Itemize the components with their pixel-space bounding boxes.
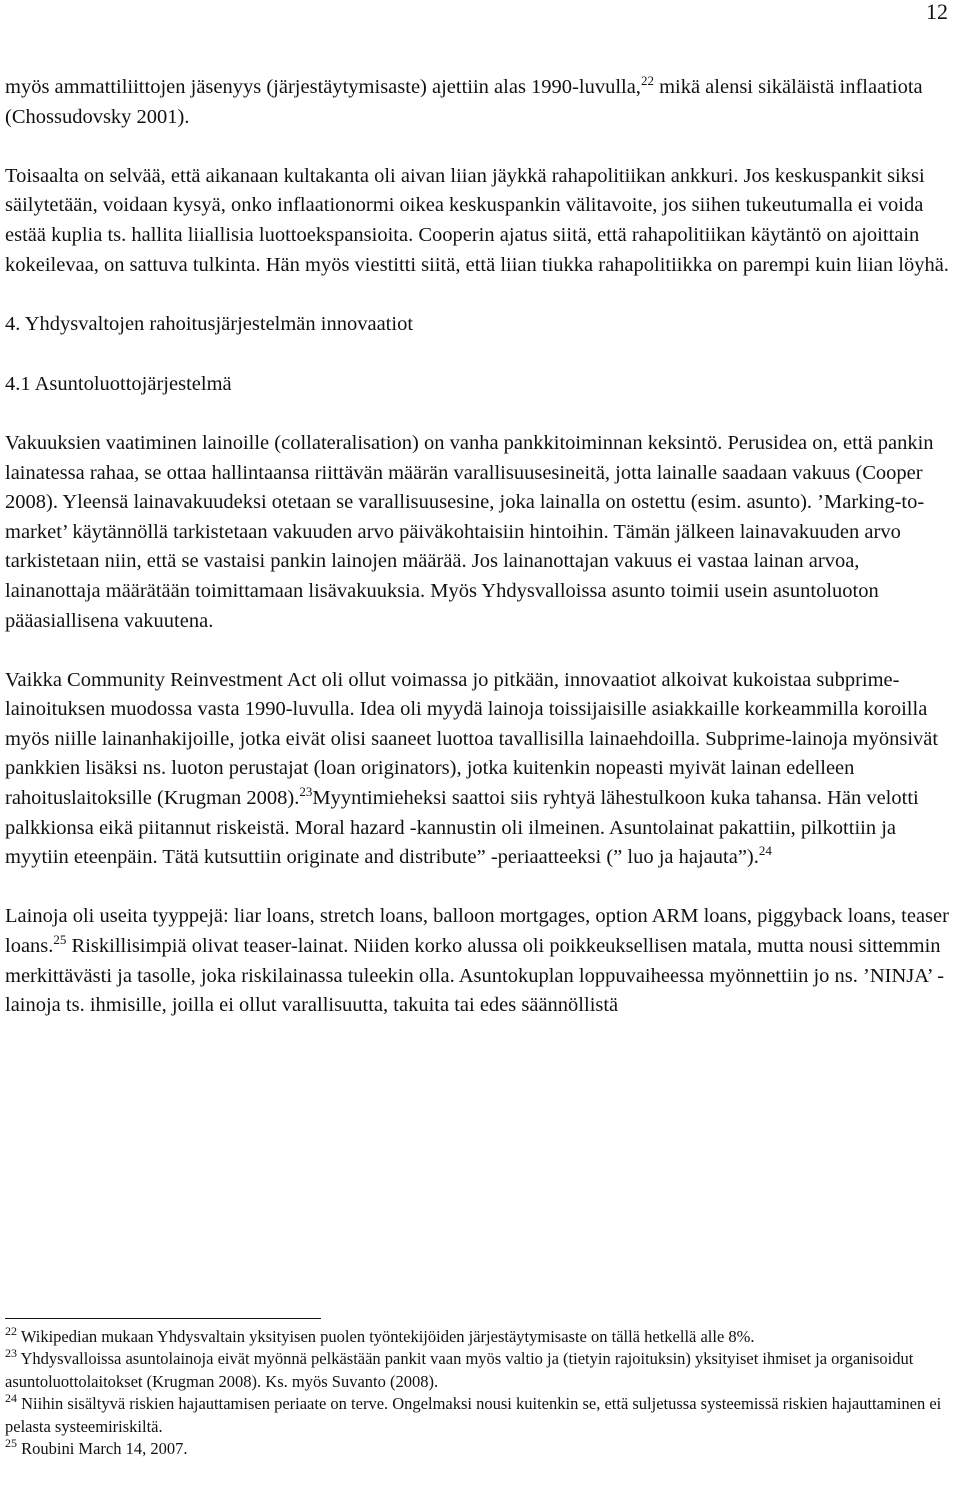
footnotes [5, 1326, 950, 1460]
footnote-text: Niihin sisältyvä riskien hajauttamisen periaate on terve. Ongelmaksi nousi kuitenkin se, että suljetussa systeemissä riskien hajauttaminen ei pelasta systeemiriskiltä. [5, 1394, 942, 1436]
footnote-ref-23[interactable]: 23 [299, 784, 313, 800]
footnote-ref-22[interactable]: 22 [640, 73, 654, 88]
subsection-heading: 4.1 Asuntoluottojärjestelmä [5, 372, 232, 395]
section-heading: 4. Yhdysvaltojen rahoitusjärjestelmän innovaatiot [5, 313, 414, 336]
footnote-ref-24[interactable]: 24 [758, 843, 772, 859]
paragraph-3 [5, 429, 955, 636]
paragraph-1-text-a: myös ammattiliittojen jäsenyys (järjestäytymisaste) ajettiin alas 1990-luvulla, [5, 76, 641, 98]
body-text [5, 73, 955, 1021]
footnote-item [5, 1438, 950, 1460]
page-number: 12 [926, 0, 948, 24]
footnote-number: 25 [5, 1436, 17, 1451]
footnote-text: Wikipedian mukaan Yhdysvaltain yksityisen puolen työntekijöiden järjestäytymisaste on tällä hetkellä alle 8%. [17, 1327, 755, 1346]
paragraph-3-text: Vakuuksien vaatiminen lainoille (collateralisation) on vanha pankkitoiminnan keksintö. Perusidea on, että pankin lainatessa rahaa, se ottaa hallintaansa riittävän määrän varallisuusesineitä, jotta lainalle saadaan vakuus (Cooper 2008). Yleensä lainavakuudeksi otetaan se varallisuusesine, joka lainalla on ostettu (esim. asunto). ’Marking-to-market’ käytännöllä tarkistetaan vakuuden arvo päiväkohtaisiin hintoihin. Tämän jälkeen lainavakuuden arvo tarkistetaan niin, että se vastaisi pankin lainojen määrää. Jos lainanottajan vakuus ei vastaa lainan arvoa, lainanottaja määrätään toimittamaan lisävakuuksia. Myös Yhdysvalloissa asunto toimii usein asuntoluoton pääasiallisena vakuutena. [5, 431, 934, 632]
paragraph-4-text-b: Myyntimieheksi saattoi siis ryhtyä lähestulkoon kuka tahansa. Hän velotti palkkionsa eikä piitannut riskeistä. Moral hazard -kannustin oli ilmeinen. Asuntolainat pakattiin, pilkottiin ja myytiin eteenpäin. Tätä kutsuttiin originate and distribute” -periaatteeksi (” luo ja hajauta”). [5, 787, 919, 869]
footnote-separator [5, 1318, 321, 1319]
footnote-item [5, 1348, 950, 1393]
paragraph-5-text-a: Lainoja oli useita tyyppejä: liar loans, stretch loans, balloon mortgages, option ARM loans, piggyback loans, teaser loans. [5, 905, 949, 958]
footnote-text: Roubini March 14, 2007. [17, 1439, 188, 1459]
paragraph-1 [5, 73, 955, 132]
paragraph-1-text-b: mikä alensi sikäläistä inflaatiota (Chossudovsky 2001). [5, 76, 923, 128]
paragraph-4 [5, 666, 955, 873]
footnote-number: 24 [5, 1391, 17, 1406]
paragraph-2: Toisaalta on selvää, että aikanaan kultakanta oli aivan liian jäykkä rahapolitiikan ankkuri. Jos keskuspankit siksi säilytetään, voidaan kysyä, onko inflaationormi oikea keskuspankin välitavoite, jos siihen tukeutumalla ei voida estää kuplia ts. hallita liiallisia luottoekspansioita. Cooperin ajatus siitä, että rahapolitiikan käytäntö on ajoittain kokeilevaa, on sattuva tulkinta. Hän myös viestitti siitä, että liian tiukka rahapolitiikka on parempi kuin liian löyhä. [5, 164, 949, 276]
footnote-text: Yhdysvalloissa asuntolainoja eivät myönnä pelkästään pankit vaan myös valtio ja (tietyin rajoituksin) yksityiset ihmiset ja organisoidut asuntoluottolaitokset (Krugman 2008). Ks. myös Suvanto (2008). [5, 1349, 914, 1391]
footnote-number: 23 [5, 1346, 17, 1361]
paragraph-5 [5, 902, 955, 1020]
paragraph-4-text-a: Vaikka Community Reinvestment Act oli ollut voimassa jo pitkään, innovaatiot alkoivat kukoistaa subprime-lainoituksen muodossa vasta 1990-luvulla. Idea oli myydä lainoja toissijaisille asiakkaille korkeammilla koroilla myös niille lainanhakijoille, jotka eivät olisi saaneet luottoa tavallisilla lainaehdoilla. Subprime-lainoja myönsivät pankkien lisäksi ns. luoton perustajat (loan originators), jotka kuitenkin nopeasti myivät lainan edelleen rahoituslaitoksille (Krugman 2008). [5, 668, 939, 810]
footnote-number: 22 [5, 1324, 17, 1338]
footnote-item [5, 1326, 950, 1348]
paragraph-5-text-b: Riskillisimpiä olivat teaser-lainat. Niiden korko alussa oli poikkeuksellisen matala, mutta nousi sittemmin merkittävästi ja tasolle, joka riskilainassa tuleekin olla. Asuntokuplan loppuvaiheessa myönnettiin jo ns. ’NINJA’ -lainoja ts. ihmisille, joilla ei ollut varallisuutta, takuita tai edes säännöllistä [5, 935, 945, 1017]
footnote-ref-25[interactable]: 25 [53, 932, 67, 948]
footnote-item [5, 1393, 950, 1438]
